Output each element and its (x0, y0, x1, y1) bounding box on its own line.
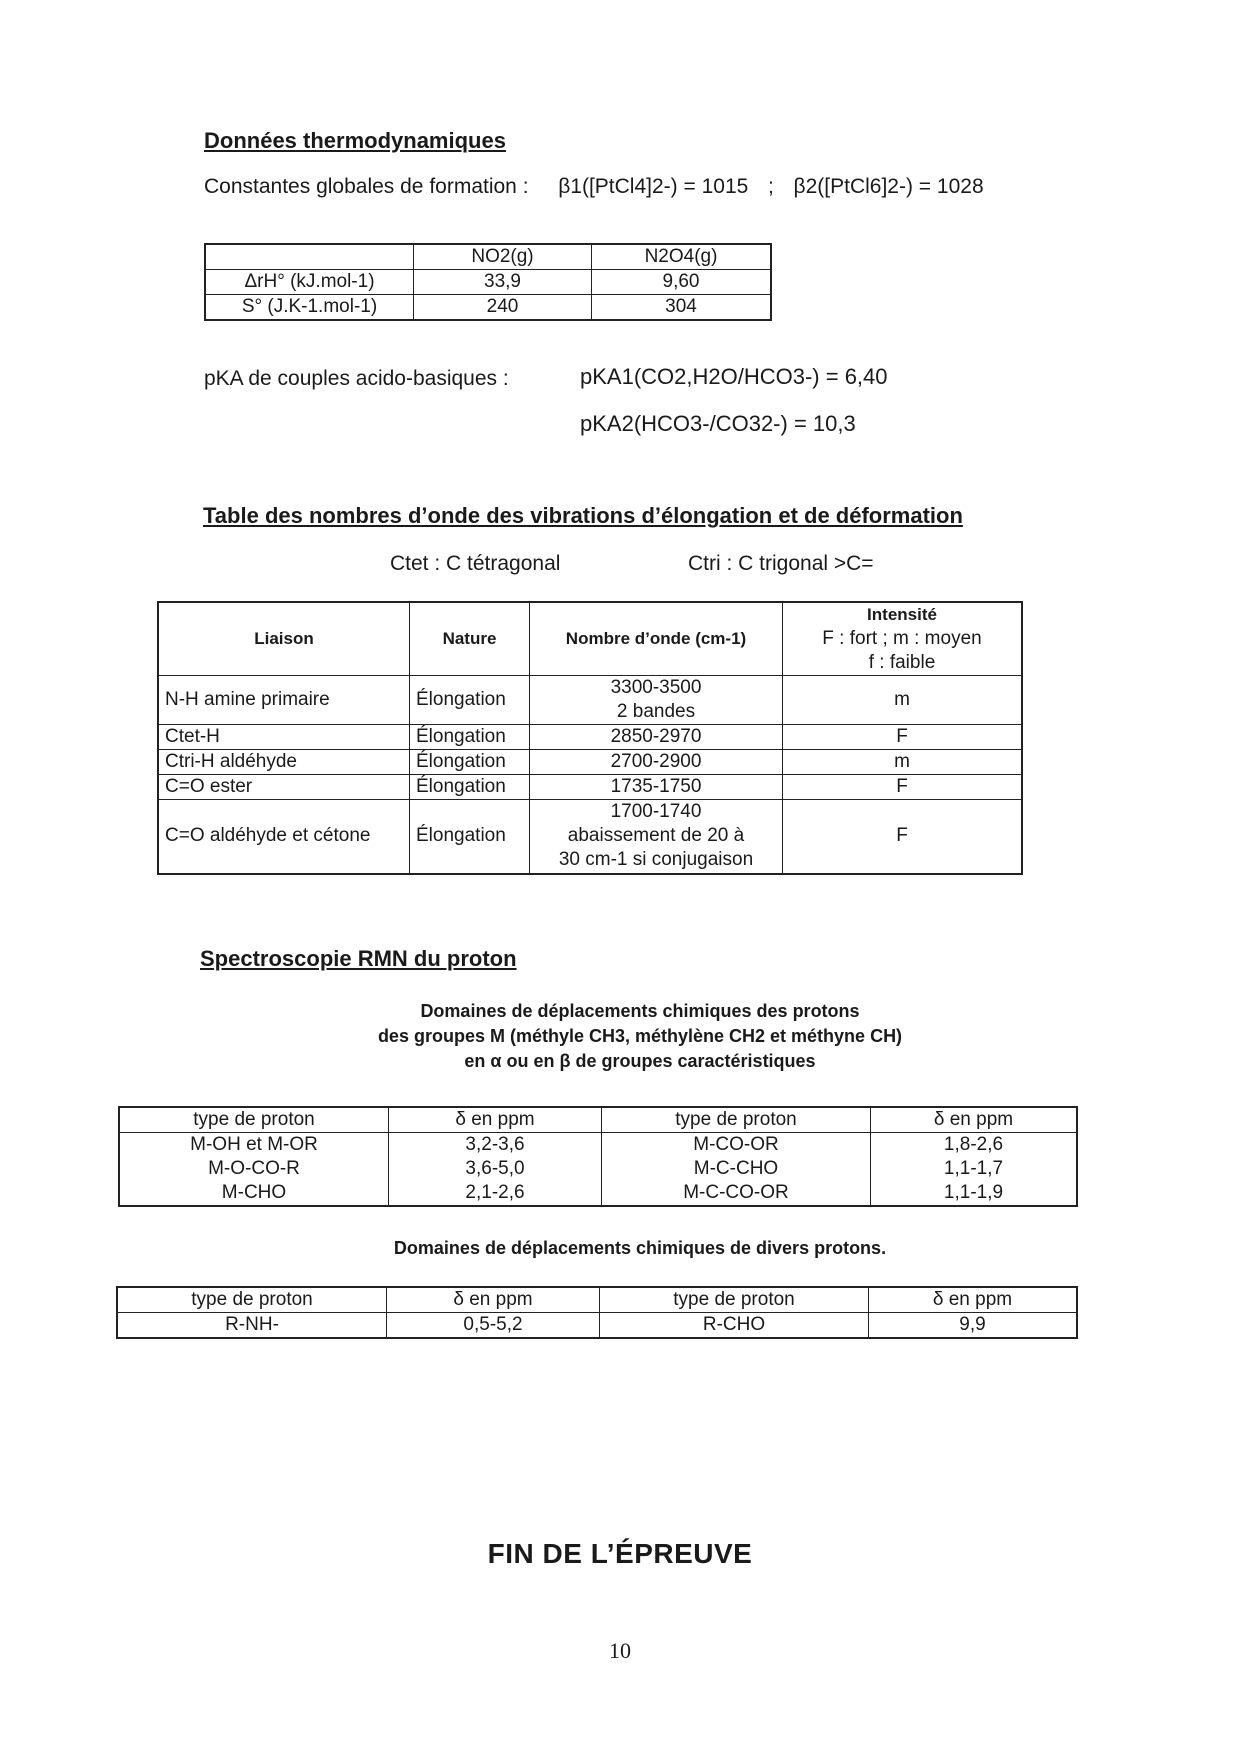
row-s-label: S° (J.K-1.mol-1) (205, 295, 414, 321)
table-row (158, 725, 1022, 750)
delta-cell: 3,6-5,0 (389, 1157, 602, 1181)
pka-label: pKA de couples acido-basiques : (204, 367, 509, 390)
rmn-table-2 (116, 1286, 1078, 1339)
nombre-line: 2 bandes (616, 701, 696, 722)
rmn-table-1 (118, 1106, 1078, 1207)
dh-no2: 33,9 (414, 270, 592, 295)
delta-cell: 1,1-1,7 (871, 1157, 1078, 1181)
ir-title: Table des nombres d’onde des vibrations d’élongation et de déformation (203, 503, 963, 528)
page-number: 10 (609, 1638, 631, 1663)
intensite-cell: m (783, 676, 1023, 725)
type-cell: R-CHO (600, 1313, 869, 1339)
nature-cell: Élongation (410, 725, 530, 750)
nombre-cell: 1735-1750 (530, 775, 783, 800)
s-no2: 240 (414, 295, 592, 321)
header-type: type de proton (602, 1107, 871, 1133)
intensite-cell: F (783, 800, 1023, 874)
pka2-full: pKA2(HCO3-/CO32-) = 10,3 (580, 411, 856, 436)
rmn-subtitle-line-1: Domaines de déplacements chimiques des protons (420, 1001, 860, 1021)
nature-cell: Élongation (410, 775, 530, 800)
table-row (158, 800, 1022, 874)
nombre-cell (530, 800, 783, 874)
dh-n2o4: 9,60 (592, 270, 772, 295)
header-delta: δ en ppm (871, 1107, 1078, 1133)
delta-cell: 2,1-2,6 (389, 1181, 602, 1206)
col-no2: NO2(g) (414, 244, 592, 270)
intensite-legend-1: F : fort ; m : moyen (822, 628, 982, 649)
intensite-cell: m (783, 750, 1023, 775)
nombre-line: 1700-1740 (610, 801, 702, 823)
thermo-title: Données thermodynamiques (204, 128, 506, 153)
intensite-title: Intensité (867, 605, 937, 624)
liaison-cell: N-H amine primaire (158, 676, 410, 725)
header-nature: Nature (410, 602, 530, 676)
pka1-expression (580, 364, 888, 390)
delta-cell: 1,1-1,9 (871, 1181, 1078, 1206)
delta-cell: 0,5-5,2 (387, 1313, 600, 1339)
nombre-line: 30 cm-1 si conjugaison (558, 849, 754, 871)
s-n2o4: 304 (592, 295, 772, 321)
table-row (158, 775, 1022, 800)
rmn-subtitle (260, 999, 1020, 1074)
constants-label: Constantes globales de formation : (204, 175, 529, 198)
intensite-legend-2: f : faible (868, 652, 936, 673)
nombre-cell (530, 676, 783, 725)
header-nombre: Nombre d’onde (cm-1) (530, 602, 783, 676)
header-intensite (783, 602, 1023, 676)
ir-table (157, 601, 1023, 875)
rmn-title: Spectroscopie RMN du proton (200, 946, 517, 971)
header-type: type de proton (600, 1287, 869, 1313)
rmn-subtitle-line-3: en α ou en β de groupes caractéristiques (464, 1051, 816, 1071)
header-type: type de proton (117, 1287, 387, 1313)
header-liaison: Liaison (158, 602, 410, 676)
nombre-cell: 2700-2900 (530, 750, 783, 775)
liaison-cell: C=O ester (158, 775, 410, 800)
pka2-expression (580, 411, 856, 437)
type-cell: R-NH- (117, 1313, 387, 1339)
type-cell: M-C-CO-OR (602, 1181, 871, 1206)
formation-constants (204, 175, 984, 199)
intensite-cell: F (783, 725, 1023, 750)
liaison-cell: C=O aldéhyde et cétone (158, 800, 410, 874)
delta-cell: 3,2-3,6 (389, 1133, 602, 1158)
header-delta: δ en ppm (387, 1287, 600, 1313)
type-cell: M-C-CHO (602, 1157, 871, 1181)
nature-cell: Élongation (410, 800, 530, 874)
table-row (158, 750, 1022, 775)
table-row (119, 1133, 1077, 1158)
ctri-note: Ctri : C trigonal >C= (688, 552, 874, 575)
type-cell: M-CHO (119, 1181, 389, 1206)
nature-cell: Élongation (410, 750, 530, 775)
header-delta: δ en ppm (389, 1107, 602, 1133)
rmn-subtitle-line-2: des groupes M (méthyle CH3, méthylène CH2 et méthyne CH) (377, 1026, 903, 1046)
ctet-note: Ctet : C tétragonal (390, 552, 561, 575)
delta-cell: 9,9 (869, 1313, 1078, 1339)
header-type: type de proton (119, 1107, 389, 1133)
delta-cell: 1,8-2,6 (871, 1133, 1078, 1158)
intensite-cell: F (783, 775, 1023, 800)
nombre-cell: 2850-2970 (530, 725, 783, 750)
rmn-divers-subtitle: Domaines de déplacements chimiques de divers protons. (393, 1238, 887, 1258)
row-dh-label: ΔrH° (kJ.mol-1) (205, 270, 414, 295)
type-cell: M-CO-OR (602, 1133, 871, 1158)
header-delta: δ en ppm (869, 1287, 1078, 1313)
thermo-corner (205, 244, 414, 270)
table-row (117, 1313, 1077, 1339)
thermo-table (204, 243, 772, 321)
type-cell: M-O-CO-R (119, 1157, 389, 1181)
liaison-cell: Ctet-H (158, 725, 410, 750)
pka1-full: pKA1(CO2,H2O/HCO3-) = 6,40 (580, 364, 888, 389)
table-row (119, 1157, 1077, 1181)
nombre-line: abaissement de 20 à (567, 825, 745, 847)
separator: ; (768, 175, 774, 198)
nombre-line: 3300-3500 (610, 677, 702, 698)
liaison-cell: Ctri-H aldéhyde (158, 750, 410, 775)
beta2-expression: β2([PtCl6]2-) = 1028 (793, 175, 984, 198)
col-n2o4: N2O4(g) (592, 244, 772, 270)
table-row (158, 676, 1022, 725)
type-cell: M-OH et M-OR (119, 1133, 389, 1158)
end-of-exam: FIN DE L’ÉPREUVE (487, 1538, 753, 1569)
beta1-expression: β1([PtCl4]2-) = 1015 (558, 175, 749, 198)
table-row (119, 1181, 1077, 1206)
nature-cell: Élongation (410, 676, 530, 725)
